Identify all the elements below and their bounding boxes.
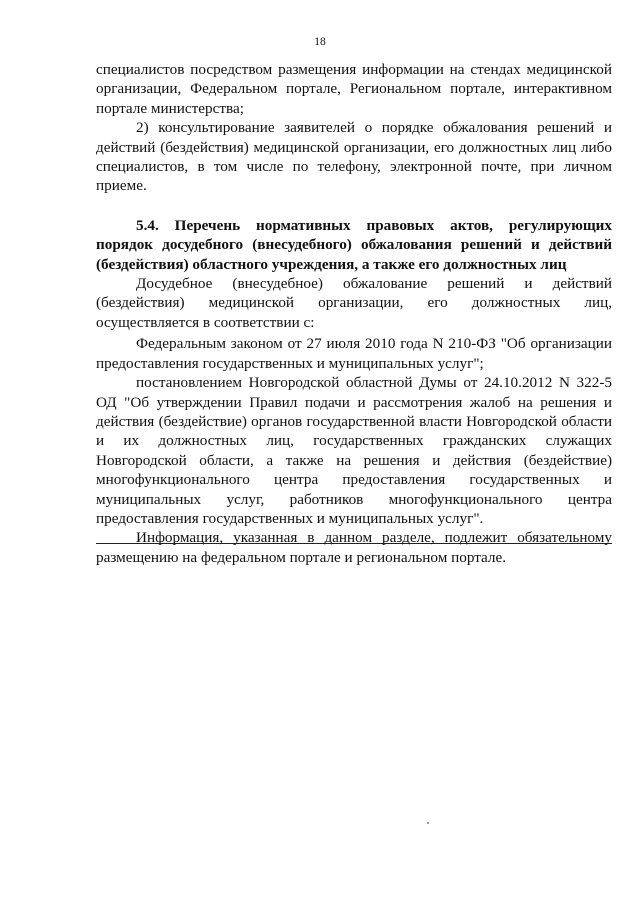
paragraph-appeal-basis: Досудебное (внесудебное) обжалование решений и действий (бездействия) медицинской организации, его должностных лиц, осуществляется в соответствии с:	[96, 275, 612, 331]
paragraph-regional-resolution: постановлением Новгородской областной Думы от 24.10.2012 N 322-5 ОД "Об утверждении Правил подачи и рассмотрения жалоб на решения и действия (бездействие) органов государственной власти Новгородской области и их должностных лиц, государственных гражданских служащих Новгородской области, а также на решения и действия (бездействие) многофункционального центра предоставления государственных и муниципальных услуг, работников многофункционального центра предоставления государственных и муниципальных услуг".	[96, 374, 612, 527]
section-heading: 5.4. Перечень нормативных правовых актов, регулирующих порядок досудебного (внесудебного) обжалования решений и действий (бездействия) областного учреждения, а также его должностных лиц	[96, 216, 612, 273]
paragraph-federal-law: Федеральным законом от 27 июля 2010 года N 210-ФЗ "Об организации предоставления государственных и муниципальных услуг";	[96, 335, 612, 372]
page-number: 18	[314, 36, 326, 48]
document-body	[96, 60, 612, 567]
paragraph-continuation: специалистов посредством размещения информации на стендах медицинской организации, Федеральном портале, Региональном портале, интерактивном портале министерства;	[96, 61, 612, 117]
paragraph-information-placement: Информация, указанная в данном разделе, подлежит обязательному размещению на федеральном портале и региональном портале.	[96, 529, 612, 566]
paragraph-consultation: 2) консультирование заявителей о порядке обжалования решений и действий (бездействия) медицинской организации, его должностных лиц либо специалистов, в том числе по телефону, электронной почте, при личном приеме.	[96, 119, 612, 195]
horizontal-rule	[96, 543, 612, 544]
scan-speck	[427, 822, 429, 824]
